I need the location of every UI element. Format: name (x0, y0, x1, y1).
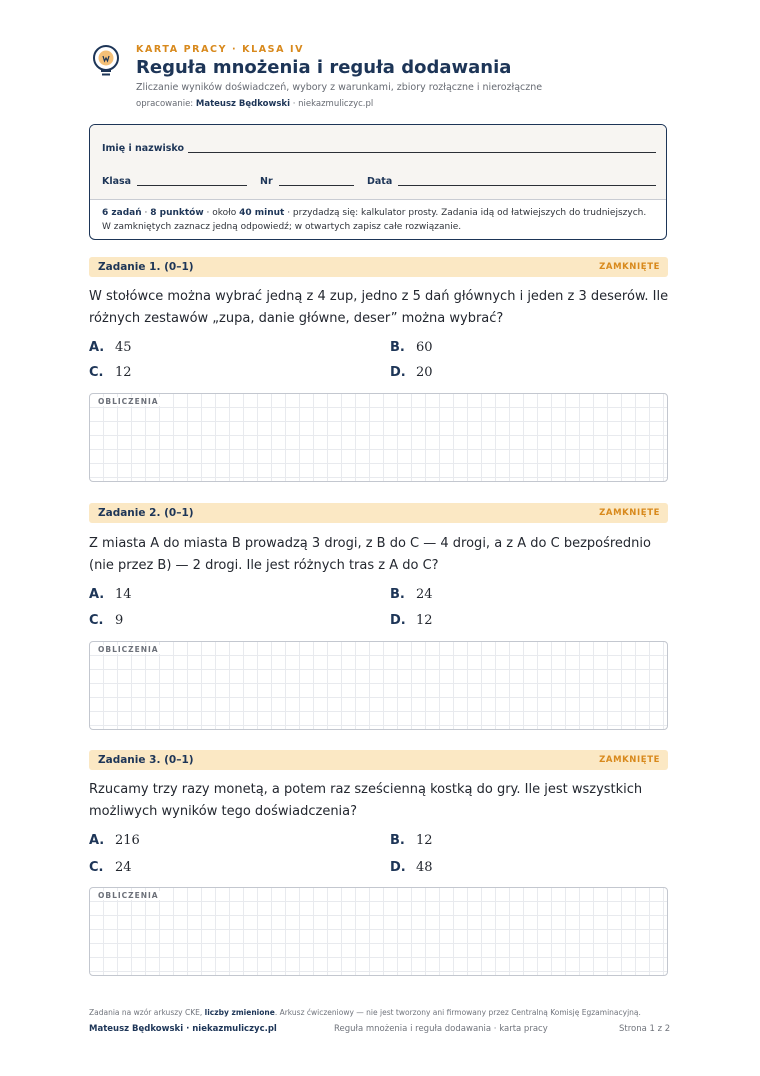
page-title: Reguła mnożenia i reguła dodawania (136, 57, 512, 78)
calculation-label: OBLICZENIA (98, 891, 159, 900)
task-2-header (89, 503, 668, 523)
student-info-box (89, 124, 667, 240)
task-2-answer-b[interactable]: B. 24 (390, 587, 433, 602)
nr-field[interactable] (279, 185, 354, 186)
footer-page-number: Strona 1 z 2 (619, 1024, 671, 1034)
task-1-answer-d[interactable]: D. 20 (390, 365, 433, 380)
task-3-question: Rzucamy trzy razy monetą, a potem raz sześcienną kostką do gry. Ile jest wszystkich możliwych wyników tego doświadczenia? (89, 782, 643, 819)
task-2-answer-a[interactable]: A. 14 (89, 587, 132, 602)
task-1-type-badge: ZAMKNIĘTE (599, 262, 660, 272)
calculation-label: OBLICZENIA (98, 397, 159, 406)
task-2-answer-d[interactable]: D. 12 (390, 613, 433, 628)
date-field[interactable] (398, 185, 656, 186)
worksheet-kicker: KARTA PRACY · KLASA IV (136, 44, 305, 55)
author-name: Mateusz Będkowski (195, 99, 291, 109)
task-3-answer-a[interactable]: A. 216 (89, 833, 140, 848)
task-2-calculation-area[interactable] (89, 641, 668, 730)
date-label: Data (367, 176, 393, 187)
name-field[interactable] (188, 152, 656, 153)
task-2-title: Zadanie 2. (0–1) (98, 507, 194, 519)
footer-author: Mateusz Będkowski · niekazmuliczyc.pl (89, 1024, 277, 1034)
task-1-question: W stołówce można wybrać jedną z 4 zup, jedno z 5 dań głównych i jeden z 3 deserów. Ile różnych zestawów „zupa, danie główne, deser” można wybrać? (89, 289, 669, 326)
class-label: Klasa (102, 176, 132, 187)
task-1-title: Zadanie 1. (0–1) (98, 261, 194, 273)
task-1-answer-a[interactable]: A. 45 (89, 340, 132, 355)
footer-note: Zadania na wzór arkuszy CKE, liczby zmienione. Arkusz ćwiczeniowy — nie jest tworzony ani firmowany przez Centralną Komisję Egzaminacyjną. (89, 1008, 641, 1017)
worksheet-instructions: 6 zadań · 8 punktów · około 40 minut · przydadzą się: kalkulator prosty. Zadania idą od łatwiejszych do trudniejszych. W zamkniętych zaznacz jedną odpowiedź; w otwartych zapisz całe rozwiązanie. (102, 208, 647, 232)
author-line: opracowanie: Mateusz Będkowski · niekazmuliczyc.pl (136, 99, 374, 109)
task-3-title: Zadanie 3. (0–1) (98, 754, 194, 766)
task-1-answer-c[interactable]: C. 12 (89, 365, 132, 380)
class-field[interactable] (137, 185, 247, 186)
task-3-calculation-area[interactable] (89, 887, 668, 976)
task-3-type-badge: ZAMKNIĘTE (599, 755, 660, 765)
task-2-answer-c[interactable]: C. 9 (89, 613, 124, 628)
task-3-answer-b[interactable]: B. 12 (390, 833, 433, 848)
task-3-header (89, 750, 668, 770)
task-3-answer-d[interactable]: D. 48 (390, 860, 433, 875)
task-1-calculation-area[interactable] (89, 393, 668, 482)
footer-document-title: Reguła mnożenia i reguła dodawania · karta pracy (334, 1024, 548, 1034)
lightbulb-logo-icon (90, 44, 122, 78)
nr-label: Nr (260, 176, 273, 187)
calculation-label: OBLICZENIA (98, 645, 159, 654)
name-label: Imię i nazwisko (102, 143, 184, 154)
page-subtitle: Zliczanie wyników doświadczeń, wybory z warunkami, zbiory rozłączne i nierozłączne (136, 82, 543, 93)
task-3-answer-c[interactable]: C. 24 (89, 860, 132, 875)
task-1-answer-b[interactable]: B. 60 (390, 340, 433, 355)
task-2-question: Z miasta A do miasta B prowadzą 3 drogi, z B do C — 4 drogi, a z A do C bezpośrednio (nie przez B) — 2 drogi. Ile jest różnych tras z A do C? (89, 536, 651, 573)
task-2-type-badge: ZAMKNIĘTE (599, 508, 660, 518)
task-1-header (89, 257, 668, 277)
